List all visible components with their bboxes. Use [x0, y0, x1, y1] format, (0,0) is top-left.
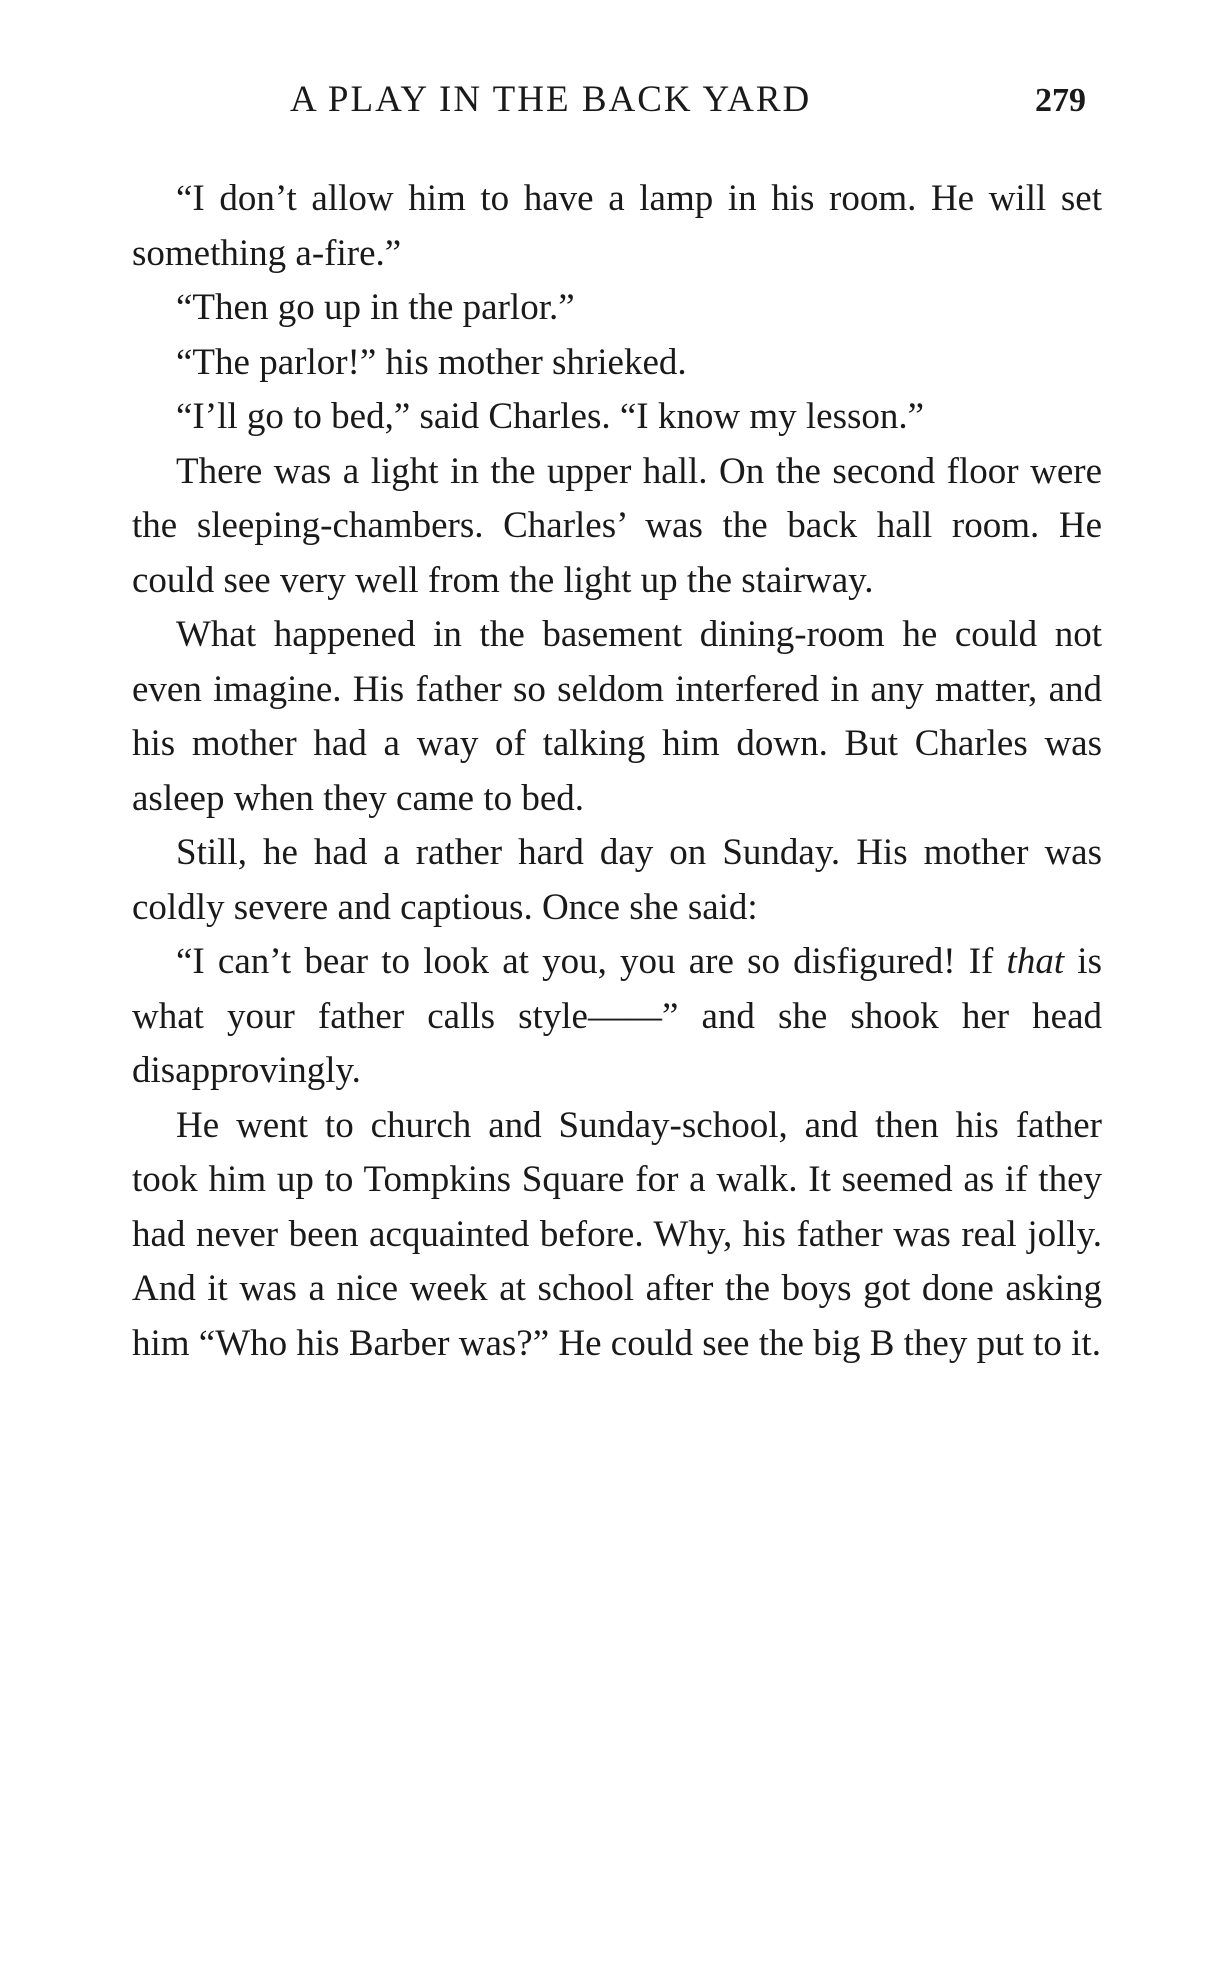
quote-paragraph [132, 935, 1102, 1099]
paragraph: What happened in the basement dining-room he could not even imagine. His father so seldom interfered in any matter, and his mother had a way of talking him down. But Charles was asleep when they came to bed. [132, 614, 1102, 819]
paragraph: There was a light in the upper hall. On the second floor were the sleeping-chambers. Charles’ was the back hall room. He could see very well from the light up the stairway. [132, 450, 1102, 601]
italic-word: that [1006, 941, 1065, 982]
paragraph: “Then go up in the parlor.” [176, 287, 575, 328]
paragraph: He went to church and Sunday-school, and then his father took him up to Tompkins Square for a walk. It seemed as if they had never been acquainted before. Why, his father was real jolly. And it was a nice week at school after the boys got done asking him “Who his Barber was?” He could see the big B they put to it. [132, 1104, 1102, 1364]
quote-text-after: is what your father calls style——” and she shook her head disapprovingly. [132, 941, 1102, 1091]
paragraph: “I’ll go to bed,” said Charles. “I know my lesson.” [176, 396, 925, 437]
body-text [132, 172, 1102, 1371]
paragraph: “The parlor!” his mother shrieked. [176, 341, 687, 383]
paragraph: “I don’t allow him to have a lamp in his room. He will set something a-fire.” [132, 178, 1102, 274]
page-number: 279 [1035, 82, 1086, 119]
running-title: A PLAY IN THE BACK YARD [290, 79, 812, 120]
quote-text-before: “I can’t bear to look at you, you are so disfigured! If [176, 941, 1007, 982]
paragraph: Still, he had a rather hard day on Sunday. His mother was coldly severe and captious. Once she said: [132, 832, 1102, 928]
